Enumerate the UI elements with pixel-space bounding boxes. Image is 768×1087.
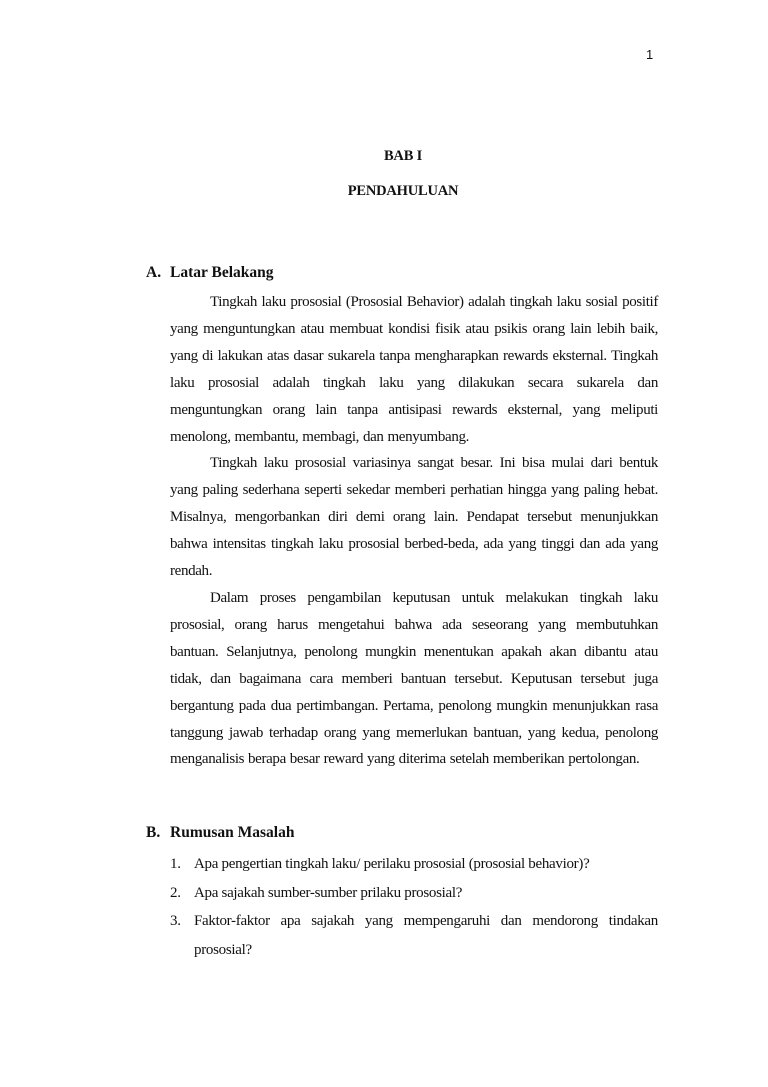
section-title: Rumusan Masalah [170,824,295,841]
list-item [170,850,658,879]
chapter-label: BAB I [383,148,423,164]
section-letter: B. [146,824,161,841]
page-number: 1 [646,47,654,62]
section-letter: A. [146,264,162,281]
section-heading-latar-belakang [146,264,274,282]
rumusan-masalah-list [170,850,658,964]
latar-belakang-body [170,289,658,773]
list-item-text: Faktor-faktor apa sajakah yang mempengaruhi dan mendorong tindakan prososial? [194,913,658,958]
list-item [170,907,658,964]
paragraph: Tingkah laku prososial (Prososial Behavior) adalah tingkah laku sosial positif yang menguntungkan atau membuat kondisi fisik atau psikis orang lain lebih baik, yang di lakukan atas dasar sukarela tanpa mengharapkan rewards eksternal. Tingkah laku prososial adalah tingkah laku yang dilakukan secara sukarela dan menguntungkan orang lain tanpa antisipasi rewards eksternal, yang meliputi menolong, membantu, membagi, dan menyumbang. [170,294,658,445]
list-item-text: Apa sajakah sumber-sumber prilaku prososial? [194,884,463,901]
chapter-title: PENDAHULUAN [347,183,459,199]
list-item-number: 2. [170,884,181,901]
list-item-number: 3. [170,913,181,929]
paragraph: Tingkah laku prososial variasinya sangat besar. Ini bisa mulai dari bentuk yang paling sederhana seperti sekedar memberi perhatian hingga yang paling hebat. Misalnya, mengorbankan diri demi orang lain. Pendapat tersebut menunjukkan bahwa intensitas tingkah laku prososial berbed-beda, ada yang tinggi dan ada yang rendah. [170,455,658,580]
list-item-number: 1. [170,856,181,872]
list-item-text: Apa pengertian tingkah laku/ perilaku prososial (prososial behavior)? [194,856,590,872]
section-title: Latar Belakang [170,264,274,281]
section-heading-rumusan-masalah [146,824,294,842]
paragraph: Dalam proses pengambilan keputusan untuk melakukan tingkah laku prososial, orang harus mengetahui bahwa ada seseorang yang membutuhkan bantuan. Selanjutnya, penolong mungkin menentukan apakah akan dibantu atau tidak, dan bagaimana cara memberi bantuan tersebut. Keputusan tersebut juga bergantung pada dua pertimbangan. Pertama, penolong mungkin menunjukkan rasa tanggung jawab terhadap orang yang memerlukan bantuan, yang kedua, penolong menganalisis berapa besar reward yang diterima setelah memberikan pertolongan. [170,589,658,768]
list-item [170,879,658,908]
